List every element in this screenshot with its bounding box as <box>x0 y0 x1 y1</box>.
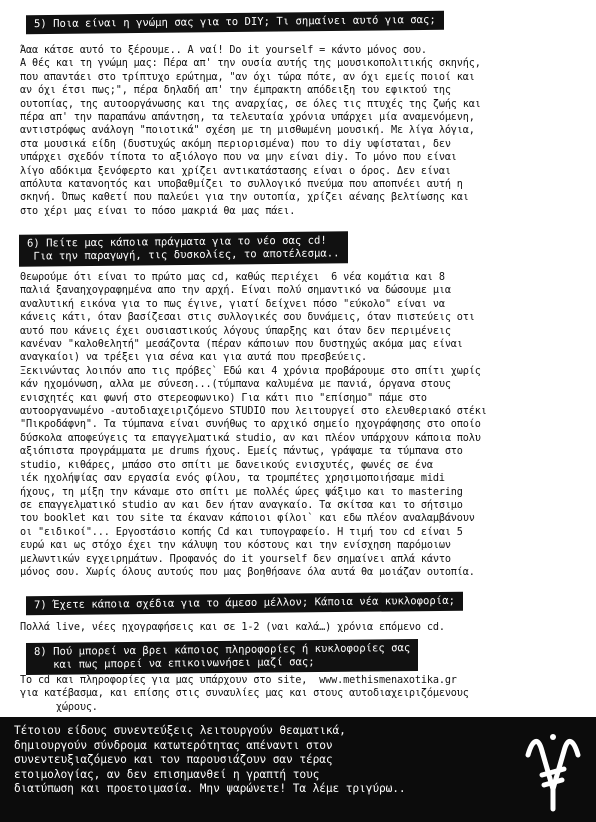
answer-7-text: Πολλά live, νέες ηχογραφήσεις και σε 1-2 (ναι καλά…) χρόνια επόμενο cd. <box>20 622 445 633</box>
question-8-heading: 8) Πού μπορεί να βρει κάποιος πληροφορίες ή κυκλοφορίες σας και πως μπορεί να επικοινωνήσει μαζί σας; <box>26 639 418 675</box>
band-logo-icon <box>522 727 584 813</box>
answer-6-text: Θεωρούμε ότι είναι το πρώτο μας cd, καθώς περιέχει 6 νέα κομάτια και 8 παλιά ξαναηχογραφημένα απο την αρχή. Είναι πολύ σημαντικό να δώσουμε μια αναλυτική εικόνα για το πως έγινε, γιατί δείχνει πόσο "εύκολο" είναι να κάνεις κάτι, όταν βασίζεσαι στις συλλογικές σου δυνάμεις, όταν πιστεύεις οτι αυτό που κάνεις έχει ουσιαστικούς λόγους ύπαρξης και όταν δεν περιμένεις κανέναν "καλοθελητή" μεσάζοντα (πέραν κάποιων που δυστηχώς ακόμα μας είναι αναγκαίοι) να τρέξει για σένα και για αυτά που πρεσβεύεις. Ξεκινώντας λοιπόν απο τις πρόβες` Εδώ και 4 χρόνια προβάρουμε στο σπίτι χωρίς κάν ηχομόνωση, αλλα με σύνεση...(τύμπανα καλυμένα με πανιά, όργανα στους ενισχητές και φωνή στο στερεοφωνικο) Για κάτι πιο "επίσημο" πάμε στο αυτοοργανωμένο -αυτοδιαχειριζόμενο STUDIO που λειτουργεί στο ελευθεριακό στέκι "Πικροδάφνη". Τα τύμπανα είναι συνήθως το αρχικό σημείο ηχογράφησης στο οποίο δύσκολα αποφεύγεις τα επαγγελματικά studio, αν και πλέον υπάρχουν κάποια πολυ αξιόπιστα προγράμματα με drums ήχους. Εμείς πάντως, γράψαμε τα τύμπανα στο studio, κιθάρες, μπάσο στο σπίτι με δανεικούς ενισχυτές, φωνές σε ένα ιέκ ηχολήψίας σαν εργασία ενός φίλου, τα τρομπέτες χρησιμοποιήσαμε midi ήχους, τη μίξη την κάναμε στο σπίτι με πολλές ώρες ψάξιμο και το mastering σε επαγγελματικό studio αν και δεν ήταν αναγκαίο. Τα σκίτσα και το σήτσιμο του booklet και του site τα έκαναν κάποιοι φίλοι` και εδω πλέον αναλαμβάνουν οι "ειδικοί"... Εργοστάσιο κοπής Cd και τυπογραφείο. Η τιμή του cd είναι 5 ευρώ και ως στόχο έχει την κάλυψη του κόστους και την ενίσχηση παρόμοιων μελωντικών εγχειρημάτων. Προφανός do it yourself δεν σημαίνει απλά κάντο μόνος σου. Χωρίς όλους αυτούς που μας βοηθήσανε όλα αυτά θα μοιάζαν ουτοπία. <box>20 272 487 578</box>
footer-text: Τέτοιου είδους συνεντεύξεις λειτουργούν θεαματικά, δημιουργούν σύνδρομα κατωτερότητας απέναντι στον συνεντευξιαζόμενο και τον παρουσιάζουν σαν τέρας ετοιμολογίας, αν δεν επισημανθεί η γραπτή τους διατύπωση και προετοιμασία. Μην ψαρώνετε! Τα λέμε τριγύρω.. <box>14 724 406 796</box>
question-5-heading: 5) Ποια είναι η γνώμη σας για το DIY; Τι σημαίνει αυτό για σας; <box>26 11 444 34</box>
footer-banner <box>0 717 596 822</box>
answer-5-text: Άαα κάτσε αυτό το ξέρουμε.. Α ναί! Do it yourself = κάντο μόνος σου. Α θές και τη γνώμη μας: Πέρα απ' την ουσία αυτής της μουσικοπολιτικής σκηνής, που απαντάει στο τρίπτυχο ερώτημα, "αν όχι τώρα πότε, αν όχι εμείς ποιοί και αν όχι έτσι πως;", πέρα δηλαδή απ' την έμπρακτη απόδειξη του εφικτού της ουτοπίας, της αυτοοργάνωσης και της αναρχίας, σε όλες τις πτυχές της ζωής και πέρα απ' την παραπάνω απάντηση, τα τελευταία χρόνια υπάρχει μία αναμενόμενη, αντιστρόφως ανάλογη "ποιοτικά" σχέση με τη μισθωμένη μουσική. Με λίγα λόγια, στα μουσικά είδη (δυστυχώς ακόμη περιορισμένα) που το diy υφίσταται, δεν υπάρχει σχεδόν τίποτα το αξιόλογο που να μην είναι diy. Το μόνο που είναι λίγο αδόκιμα ξενόφερτο και χρίζει αντικατάστασης είναι ο όρος. Δεν είναι απόλυτα κατανοητός και υποβαθμίζει το συλλογικό πνεύμα που αποπνέει αυτή η σκηνή. Όπως καθετί που παλεύει για την ουτοπία, χρίζει αέναης βελτίωσης και στο χέρι μας είναι το πόσο μακριά θα μας πάει. <box>20 45 481 217</box>
answer-8-text: Το cd και πληροφορίες για μας υπάρχουν στο site, www.methismenaxotika.gr για κατέβασμα, και επίσης στις συναυλίες μας και στους αυτοδιαχειριζόμενους χώρους. <box>20 675 469 713</box>
question-7-heading: 7) Έχετε κάποια σχέδια για το άμεσο μέλλον; Κάποια νέα κυκλοφορία; <box>26 592 463 616</box>
question-6-heading: 6) Πείτε μας κάποια πράγματα για το νέο σας cd! Για την παραγωγή, τις δυσκολίες, το αποτέλεσμα.. <box>19 231 348 266</box>
